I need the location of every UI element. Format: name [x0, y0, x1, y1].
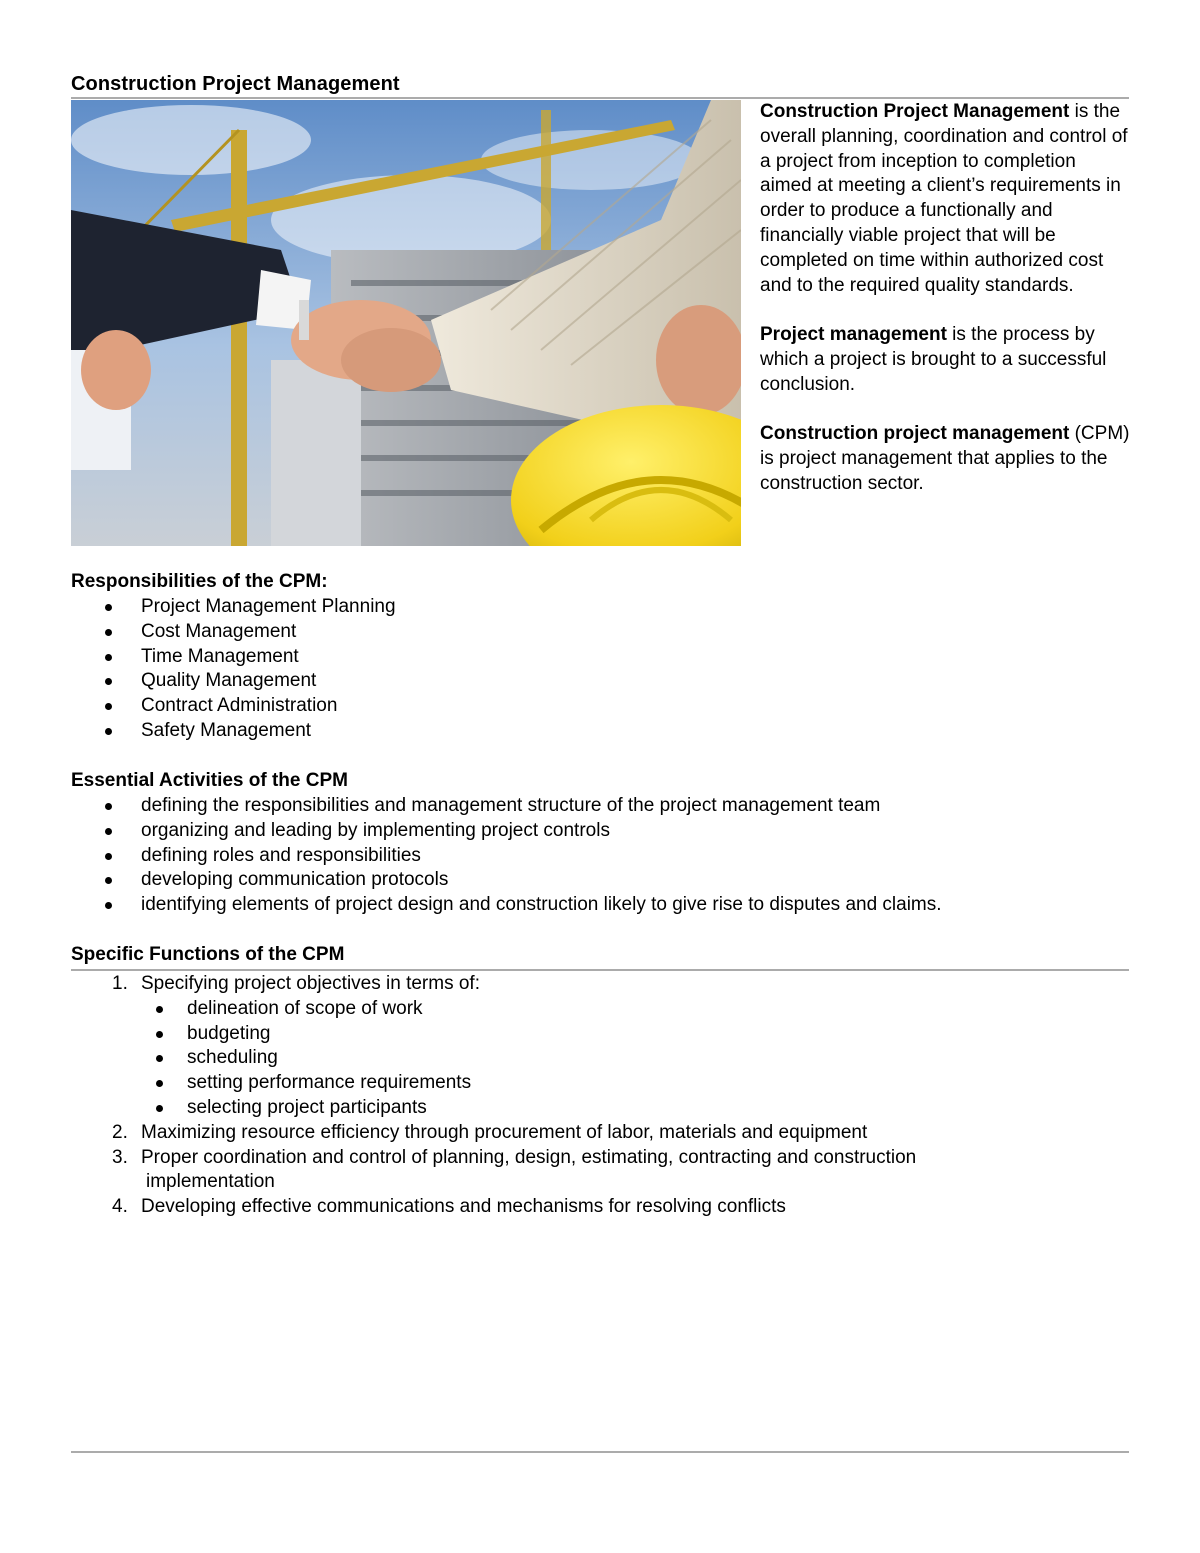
item-number: 3. — [112, 1146, 128, 1168]
list-item: Cost Management — [71, 620, 396, 645]
numbered-item — [71, 1195, 916, 1220]
item-text: Maximizing resource efficiency through procurement of labor, materials and equipment — [141, 1121, 868, 1143]
handshake-photo — [71, 100, 741, 546]
sub-list — [141, 997, 916, 1121]
item-text: Proper coordination and control of planning, design, estimating, contracting and construction — [141, 1146, 917, 1168]
list-item: Contract Administration — [71, 694, 396, 719]
sub-list-item: setting performance requirements — [141, 1071, 916, 1096]
item-text: Developing effective communications and mechanisms for resolving conflicts — [141, 1196, 786, 1218]
definition-text: is the overall planning, coordination and control of a project from inception to completion aimed at meeting a client’s requirements in order to produce a functionally and financially viable project that will be completed on time within authorized cost and to the required quality standards. — [760, 101, 1128, 296]
sub-list-item: selecting project participants — [141, 1096, 916, 1121]
list-item: Time Management — [71, 645, 396, 670]
item-text-continued: implementation — [146, 1171, 275, 1193]
definitions-panel — [760, 100, 1132, 522]
item-text: Specifying project objectives in terms of: — [141, 973, 480, 994]
definition-term: Construction project management — [760, 423, 1070, 445]
definition-project-management — [760, 323, 1132, 397]
activities-heading: Essential Activities of the CPM — [71, 770, 348, 791]
list-item: defining roles and responsibilities — [71, 844, 942, 869]
responsibilities-list — [71, 595, 396, 744]
sub-list-item: delineation of scope of work — [141, 997, 916, 1022]
list-item: Safety Management — [71, 719, 396, 744]
numbered-item — [71, 1121, 916, 1146]
list-item: organizing and leading by implementing project controls — [71, 819, 942, 844]
definition-text: (CPM) is project management that applies to the construction sector. — [760, 423, 1130, 494]
numbered-item — [71, 972, 916, 1121]
list-item: Project Management Planning — [71, 595, 396, 620]
item-number: 2. — [112, 1121, 128, 1143]
sub-list-item: budgeting — [141, 1022, 916, 1047]
footer-divider — [71, 1451, 1129, 1453]
definition-term: Construction Project Management — [760, 101, 1070, 122]
functions-divider — [71, 969, 1129, 971]
activities-list — [71, 794, 942, 918]
numbered-item — [71, 1146, 916, 1196]
functions-list — [71, 972, 916, 1220]
functions-heading: Specific Functions of the CPM — [71, 944, 345, 965]
title-divider — [71, 97, 1129, 99]
sub-list-item: scheduling — [141, 1046, 916, 1071]
document-page — [71, 0, 1129, 1553]
list-item: developing communication protocols — [71, 868, 942, 893]
definition-term: Project management — [760, 324, 947, 346]
item-number: 4. — [112, 1196, 128, 1218]
definition-cpm-sector — [760, 422, 1132, 496]
item-number: 1. — [112, 973, 128, 994]
list-item: defining the responsibilities and management structure of the project management team — [71, 794, 942, 819]
page-title: Construction Project Management — [71, 73, 400, 95]
list-item: Quality Management — [71, 669, 396, 694]
responsibilities-heading: Responsibilities of the CPM: — [71, 571, 328, 592]
definition-cpm — [760, 100, 1132, 298]
definition-text: is the process by which a project is brought to a successful conclusion. — [760, 324, 1107, 395]
list-item: identifying elements of project design and construction likely to give rise to disputes and claims. — [71, 893, 942, 918]
